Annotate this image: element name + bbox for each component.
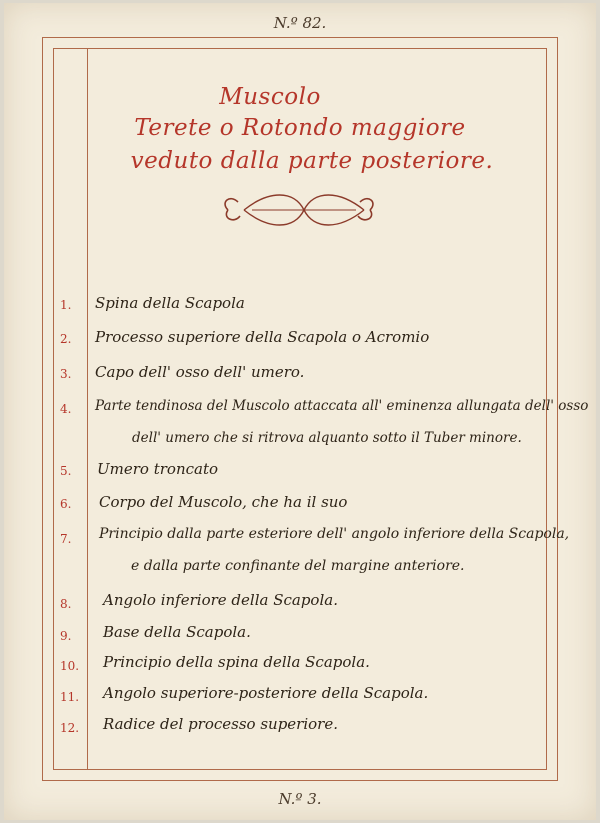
item-text: Principio dalla parte esteriore dell' angolo inferiore della Scapola, [99, 526, 570, 542]
item-text: Capo dell' osso dell' umero. [95, 363, 305, 381]
item-number: 1. [60, 298, 72, 312]
item-number: 5. [60, 464, 72, 478]
item-number: 9. [60, 629, 72, 643]
item-number: 4. [60, 402, 72, 416]
title-line-3: veduto dalla parte posteriore. [130, 148, 494, 174]
item-number: 8. [60, 597, 72, 611]
item-text: Principio della spina della Scapola. [103, 653, 370, 671]
item-text: Umero troncato [97, 460, 219, 478]
item-text: Angolo inferiore della Scapola. [103, 591, 338, 609]
page-number-bottom: N.º 3. [278, 790, 322, 808]
item-text-continued: dell' umero che si ritrova alquanto sotto il Tuber minore. [132, 430, 522, 446]
title-line-2: Terete o Rotondo maggiore [134, 115, 466, 141]
item-text: Radice del processo superiore. [103, 715, 338, 733]
item-text: Corpo del Muscolo, che ha il suo [99, 493, 348, 511]
item-number: 11. [60, 690, 80, 704]
item-number: 3. [60, 367, 72, 381]
item-text: Base della Scapola. [103, 623, 251, 641]
title-line-1: Muscolo [219, 84, 321, 110]
item-text: Angolo superiore-posteriore della Scapola. [103, 684, 429, 702]
item-text-continued: e dalla parte confinante del margine anteriore. [131, 558, 465, 574]
item-text: Spina della Scapola [95, 294, 245, 312]
item-number: 2. [60, 332, 72, 346]
item-number: 12. [60, 721, 80, 735]
flourish-ornament [214, 188, 384, 234]
page-number-top: N.º 82. [273, 14, 327, 32]
item-text: Parte tendinosa del Muscolo attaccata all' eminenza allungata dell' osso [95, 398, 589, 414]
item-text: Processo superiore della Scapola o Acromio [95, 328, 430, 346]
item-number: 6. [60, 497, 72, 511]
item-number: 7. [60, 532, 72, 546]
item-number: 10. [60, 659, 80, 673]
